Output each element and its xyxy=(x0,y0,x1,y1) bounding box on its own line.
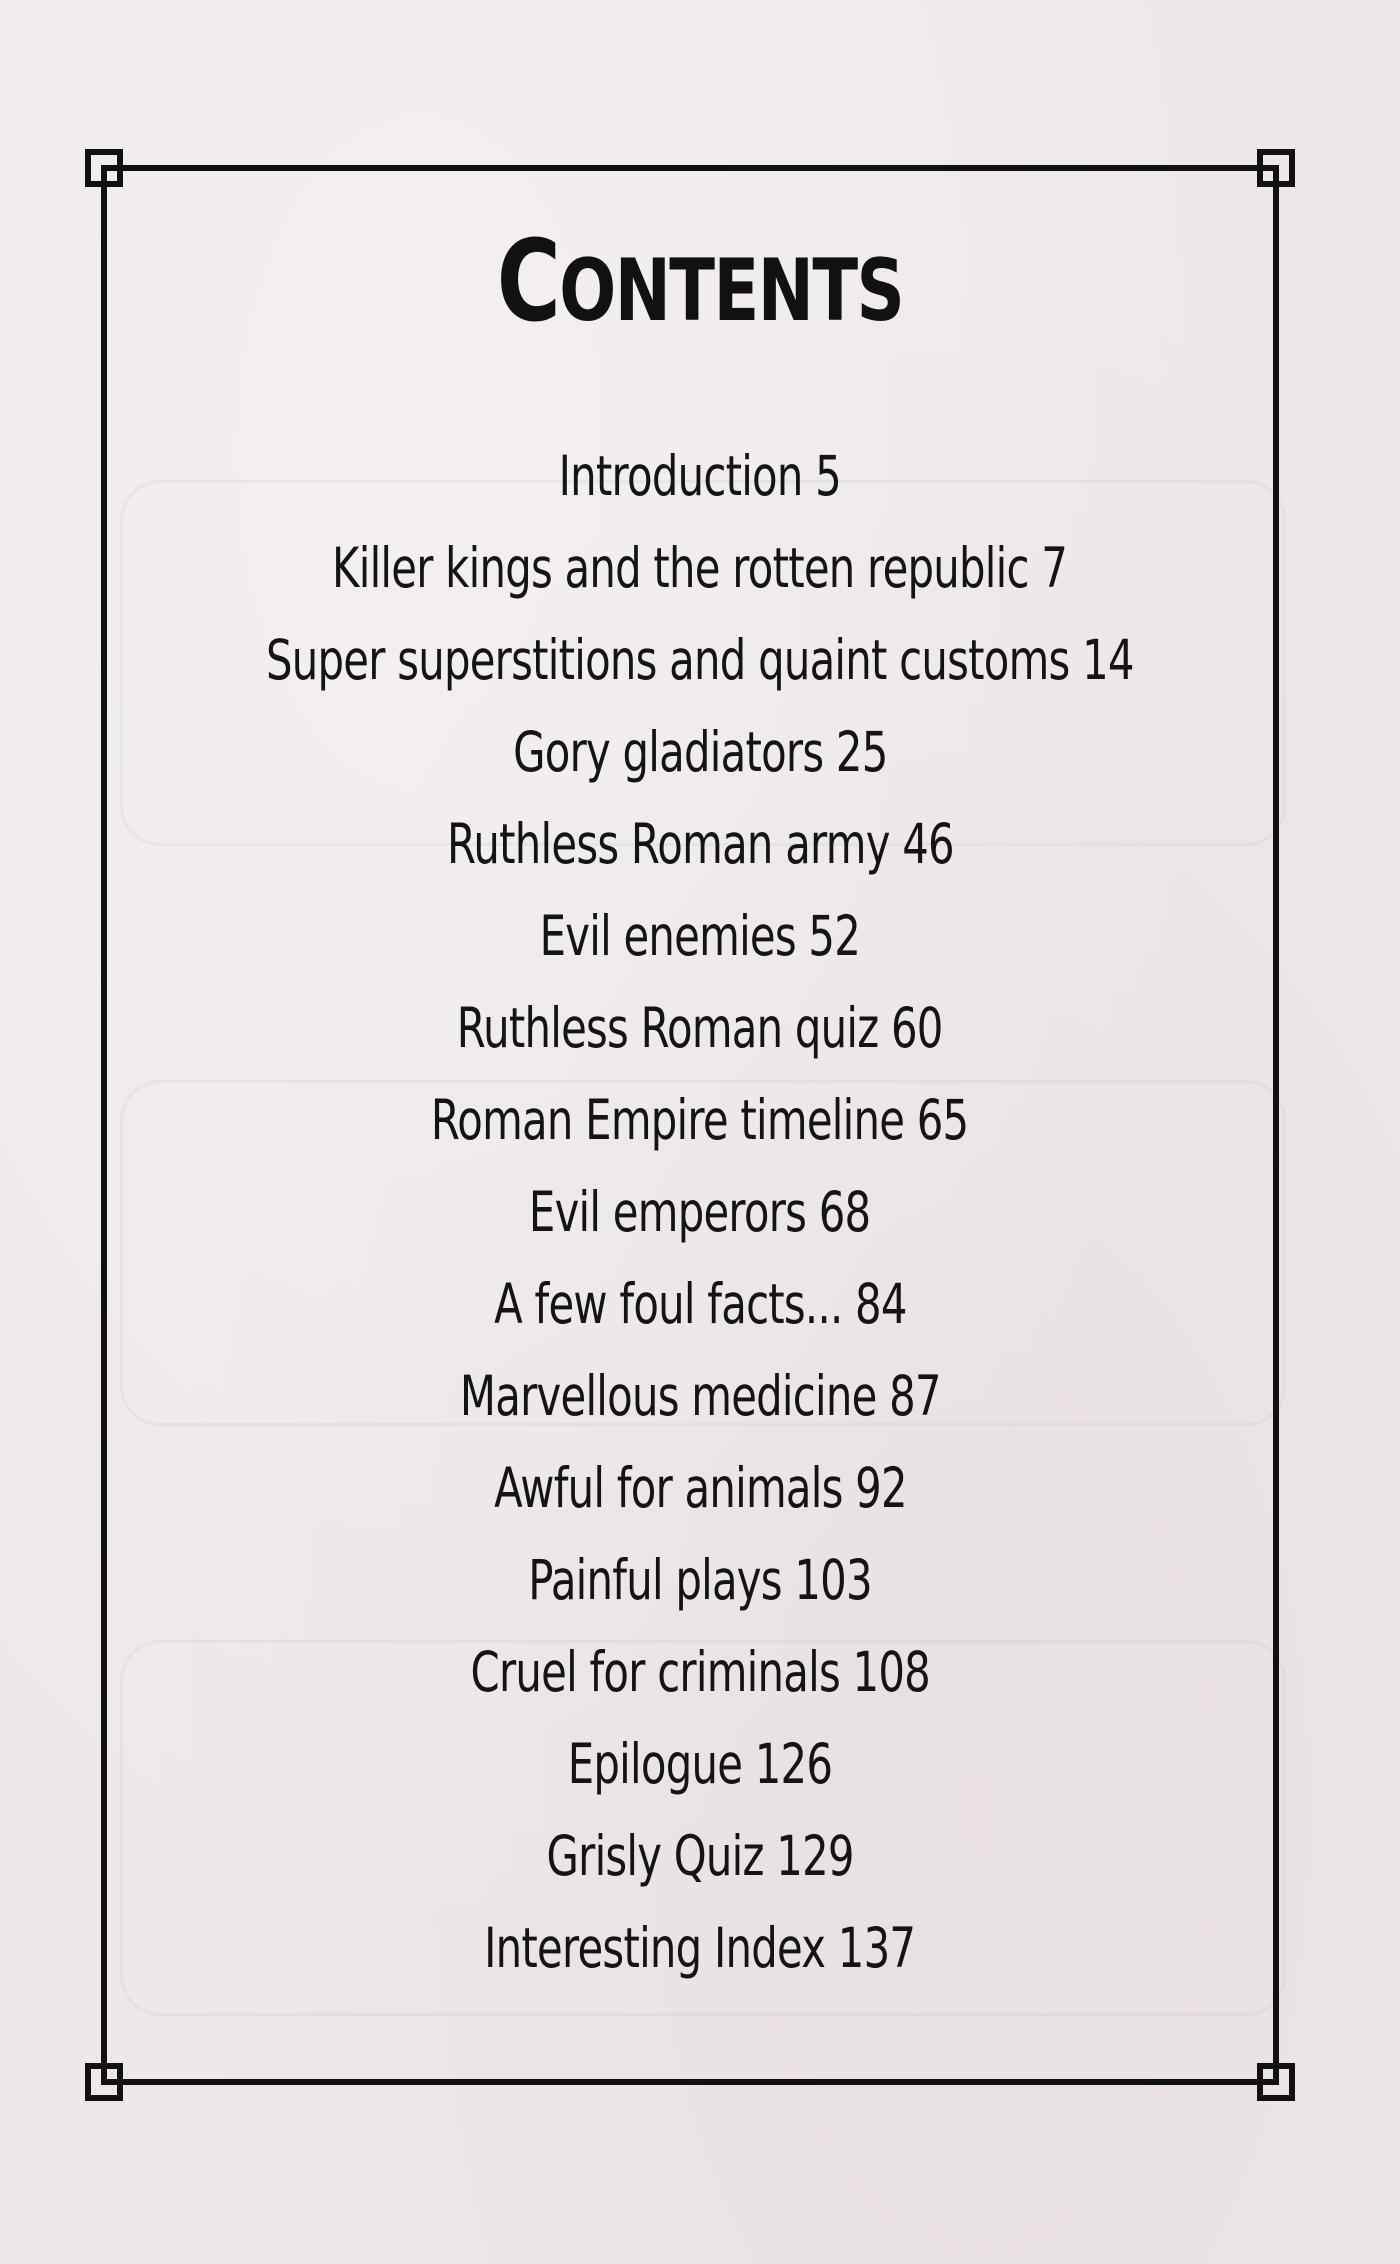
toc-entry xyxy=(0,1534,1400,1626)
toc-entry-text: Cruel for criminals 108 xyxy=(470,1640,930,1704)
toc-entry xyxy=(0,522,1400,614)
toc-entry xyxy=(0,890,1400,982)
toc-entry xyxy=(0,706,1400,798)
toc-entry-text: Painful plays 103 xyxy=(528,1548,872,1612)
toc-entry-text: A few foul facts... 84 xyxy=(493,1272,907,1336)
toc-entry-text: Evil enemies 52 xyxy=(539,904,861,968)
contents-list xyxy=(0,430,1400,1994)
toc-entry xyxy=(0,1350,1400,1442)
toc-entry-text: Roman Empire timeline 65 xyxy=(431,1088,969,1152)
toc-entry xyxy=(0,1258,1400,1350)
toc-entry xyxy=(0,1442,1400,1534)
toc-entry-text: Marvellous medicine 87 xyxy=(459,1364,941,1428)
toc-entry-text: Super superstitions and quaint customs 14 xyxy=(266,628,1134,692)
toc-entry xyxy=(0,1718,1400,1810)
title-rest: ONTENTS xyxy=(559,241,904,342)
toc-entry-text: Introduction 5 xyxy=(558,444,842,508)
title-initial: C xyxy=(496,217,560,348)
toc-entry xyxy=(0,614,1400,706)
toc-entry xyxy=(0,1074,1400,1166)
toc-entry-text: Evil emperors 68 xyxy=(529,1180,871,1244)
toc-entry-text: Epilogue 126 xyxy=(567,1732,833,1796)
toc-entry-text: Gory gladiators 25 xyxy=(512,720,888,784)
toc-entry xyxy=(0,982,1400,1074)
toc-entry-text: Killer kings and the rotten republic 7 xyxy=(332,536,1068,600)
toc-entry-text: Interesting Index 137 xyxy=(484,1916,916,1980)
toc-entry xyxy=(0,1166,1400,1258)
toc-entry xyxy=(0,1902,1400,1994)
toc-entry xyxy=(0,1626,1400,1718)
page-title xyxy=(154,217,1246,348)
toc-entry xyxy=(0,1810,1400,1902)
toc-entry-text: Awful for animals 92 xyxy=(493,1456,907,1520)
toc-entry xyxy=(0,430,1400,522)
toc-entry xyxy=(0,798,1400,890)
toc-entry-text: Grisly Quiz 129 xyxy=(546,1824,854,1888)
toc-entry-text: Ruthless Roman quiz 60 xyxy=(457,996,943,1060)
toc-entry-text: Ruthless Roman army 46 xyxy=(446,812,954,876)
